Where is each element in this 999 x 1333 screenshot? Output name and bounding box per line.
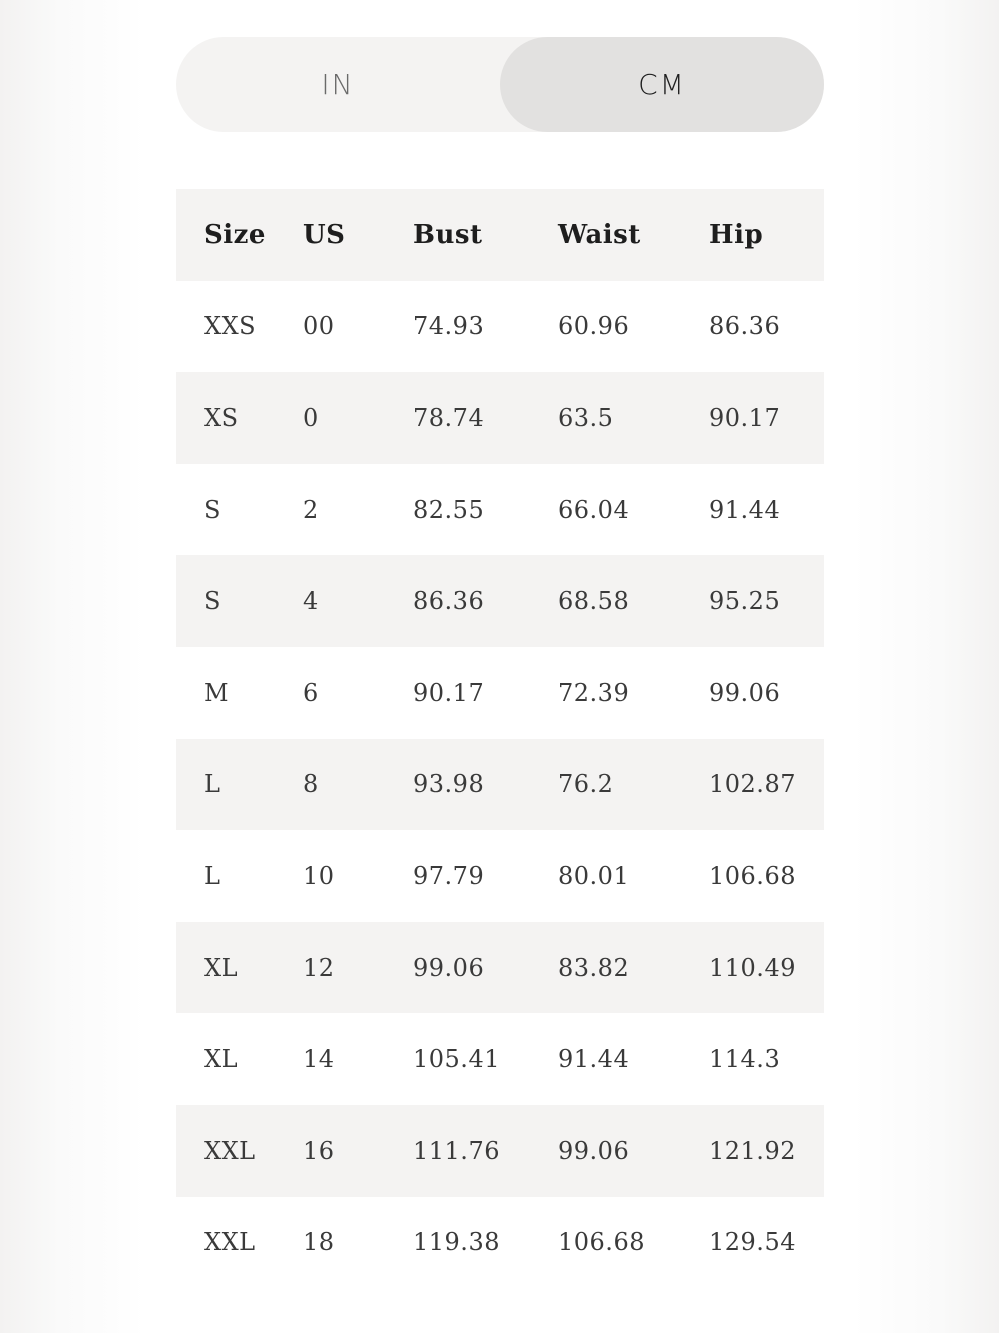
size-chart-table <box>176 189 824 1288</box>
cell-size: L <box>204 861 221 890</box>
cell-waist: 63.5 <box>558 372 709 464</box>
unit-toggle <box>176 37 824 132</box>
cell-size: XL <box>204 1045 239 1074</box>
cell-size: XS <box>176 372 303 464</box>
table-row <box>176 830 824 922</box>
column-header-waist: Waist <box>558 189 709 281</box>
cell-waist: 99.06 <box>558 1105 709 1197</box>
unit-option-in[interactable]: IN <box>321 68 355 101</box>
unit-option-cm[interactable]: CM <box>500 37 824 132</box>
table-row <box>176 1013 824 1105</box>
table-row <box>176 922 824 1014</box>
cell-bust: 111.76 <box>413 1105 558 1197</box>
cell-bust: 93.98 <box>413 739 558 831</box>
cell-waist: 68.58 <box>558 555 709 647</box>
cell-hip: 95.25 <box>709 555 824 647</box>
cell-us: 16 <box>303 1105 413 1197</box>
table-row <box>176 372 824 464</box>
cell-us: 6 <box>303 678 319 707</box>
cell-us: 18 <box>303 1228 335 1257</box>
cell-size: L <box>176 739 303 831</box>
cell-us: 00 <box>303 312 335 341</box>
cell-size: XXL <box>176 1105 303 1197</box>
cell-size: S <box>176 555 303 647</box>
cell-hip: 106.68 <box>709 861 796 890</box>
cell-waist: 91.44 <box>558 1045 630 1074</box>
cell-bust: 97.79 <box>413 861 485 890</box>
cell-waist: 72.39 <box>558 678 630 707</box>
cell-us: 14 <box>303 1045 335 1074</box>
table-row <box>176 1105 824 1197</box>
table-row <box>176 281 824 373</box>
cell-bust: 119.38 <box>413 1228 500 1257</box>
cell-size: XL <box>176 922 303 1014</box>
table-row <box>176 555 824 647</box>
cell-hip: 91.44 <box>709 495 781 524</box>
cell-us: 0 <box>303 372 413 464</box>
cell-us: 8 <box>303 739 413 831</box>
cell-waist: 66.04 <box>558 495 630 524</box>
column-header-hip: Hip <box>709 189 824 281</box>
table-row <box>176 739 824 831</box>
cell-size: S <box>204 495 221 524</box>
cell-us: 12 <box>303 922 413 1014</box>
cell-bust: 99.06 <box>413 922 558 1014</box>
table-row <box>176 464 824 556</box>
cell-us: 2 <box>303 495 319 524</box>
cell-us: 4 <box>303 555 413 647</box>
cell-hip: 114.3 <box>709 1045 781 1074</box>
cell-hip: 90.17 <box>709 372 824 464</box>
column-header-size: Size <box>176 189 303 281</box>
cell-hip: 99.06 <box>709 678 781 707</box>
cell-waist: 106.68 <box>558 1228 645 1257</box>
cell-waist: 83.82 <box>558 922 709 1014</box>
cell-bust: 78.74 <box>413 372 558 464</box>
cell-waist: 76.2 <box>558 739 709 831</box>
cell-bust: 82.55 <box>413 495 485 524</box>
cell-hip: 86.36 <box>709 312 781 341</box>
cell-hip: 129.54 <box>709 1228 796 1257</box>
cell-waist: 80.01 <box>558 861 630 890</box>
table-row <box>176 1197 824 1289</box>
cell-hip: 121.92 <box>709 1105 824 1197</box>
cell-hip: 110.49 <box>709 922 824 1014</box>
cell-bust: 105.41 <box>413 1045 500 1074</box>
cell-bust: 90.17 <box>413 678 485 707</box>
cell-size: M <box>204 678 230 707</box>
table-header-row <box>176 189 824 281</box>
cell-us: 10 <box>303 861 335 890</box>
cell-size: XXL <box>204 1228 256 1257</box>
table-row <box>176 647 824 739</box>
cell-bust: 74.93 <box>413 312 485 341</box>
cell-hip: 102.87 <box>709 739 824 831</box>
column-header-bust: Bust <box>413 189 558 281</box>
cell-bust: 86.36 <box>413 555 558 647</box>
column-header-us: US <box>303 189 413 281</box>
cell-waist: 60.96 <box>558 312 630 341</box>
cell-size: XXS <box>204 312 257 341</box>
